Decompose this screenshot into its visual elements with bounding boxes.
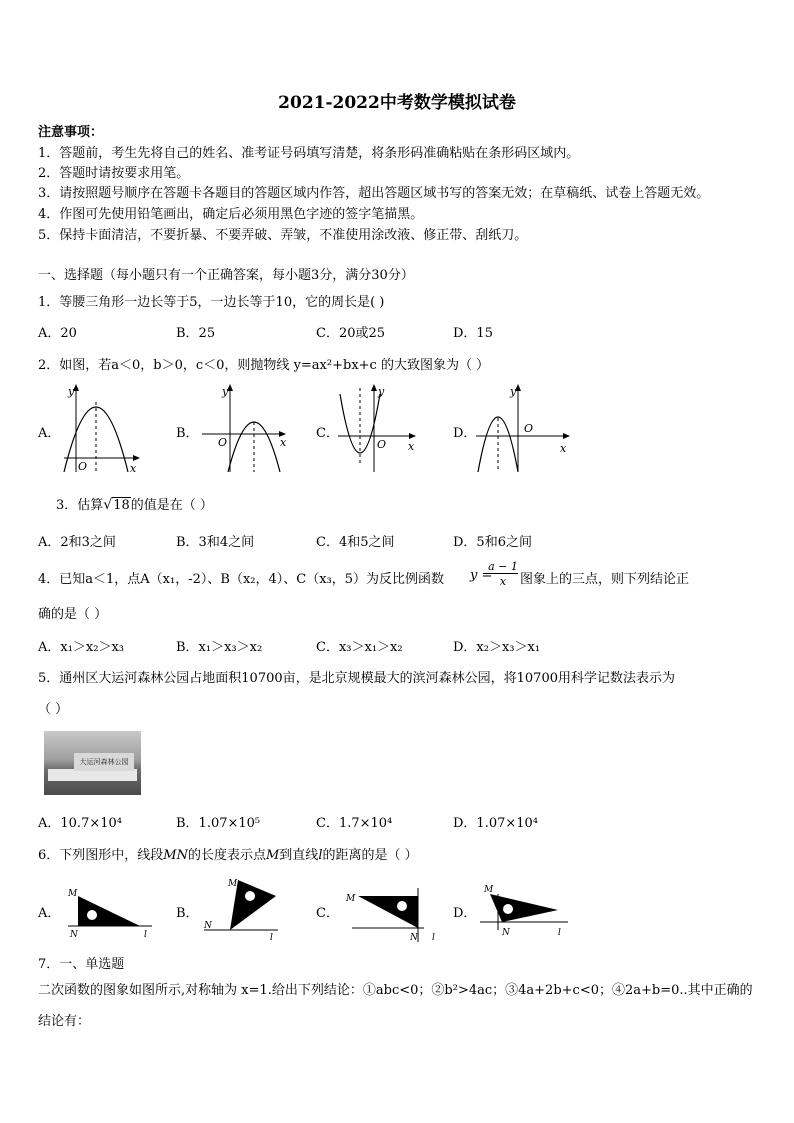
axis-y-label: y — [378, 385, 385, 398]
q3-radicand: 18 — [113, 498, 130, 513]
q6-option-a[interactable]: A． — [38, 906, 61, 921]
axis-x-label: x — [280, 436, 287, 449]
notice-item: 1．答题前，考生先将自己的姓名、准考证号码填写清楚，将条形码准确粘贴在条形码区域内。 — [38, 146, 580, 161]
q4-fraction-numerator: a − 1 — [488, 560, 518, 573]
q2-option-d[interactable]: D． — [453, 426, 477, 441]
notice-item: 5．保持卡面清洁，不要折暴、不要弄破、弄皱，不准使用涂改液、修正带、刮纸刀。 — [38, 228, 528, 243]
label-m: M — [68, 889, 78, 899]
q6-stem-pre: 6．下列图形中，线段 — [38, 848, 164, 863]
q1-option-a[interactable]: A．20 — [38, 326, 77, 341]
park-photo — [44, 731, 141, 795]
q4-option-d[interactable]: D．x₂＞x₃＞x₁ — [453, 640, 541, 655]
label-n: N — [502, 928, 510, 938]
label-m: M — [228, 879, 238, 889]
origin-label: O — [78, 460, 88, 473]
label-n: N — [410, 933, 418, 943]
q6-stem — [38, 844, 418, 863]
q2-graph-d — [474, 382, 572, 474]
label-m: M — [484, 885, 494, 895]
label-l: l — [558, 928, 561, 938]
q6-option-d[interactable]: D． — [453, 906, 477, 921]
q5-option-c[interactable]: C．1.7×10⁴ — [316, 816, 393, 831]
q3-option-d[interactable]: D．5和6之间 — [453, 535, 532, 550]
axis-y-label: y — [68, 385, 75, 398]
q1-option-d[interactable]: D．15 — [453, 326, 493, 341]
q1-option-b[interactable]: B．25 — [176, 326, 216, 341]
q4-stem-post: 图象上的三点，则下列结论正 — [520, 572, 690, 587]
q6-stem-mid2: 到直线 — [279, 848, 319, 863]
q3-option-b[interactable]: B．3和4之间 — [176, 535, 255, 550]
q6-stem-mid: 的长度表示点 — [187, 848, 266, 863]
q6-option-b[interactable]: B． — [176, 906, 199, 921]
q5-paren: （ ） — [38, 702, 69, 717]
q6-m: M — [265, 848, 280, 863]
q2-option-a[interactable]: A． — [38, 426, 61, 441]
q4-stem-2: 确的是（ ） — [38, 607, 108, 622]
q2-stem: 2．如图，若a＜0，b＞0，c＜0，则抛物线 y=ax²+bx+c 的大致图象为（ ） — [38, 358, 490, 373]
q2-option-b[interactable]: B． — [176, 426, 199, 441]
q4-fraction-denominator: x — [499, 575, 507, 588]
q4-option-b[interactable]: B．x₁＞x₃＞x₂ — [176, 640, 263, 655]
notice-heading: 注意事项： — [38, 125, 104, 140]
q5-option-b[interactable]: B．1.07×10⁵ — [176, 816, 261, 831]
axis-y-label: y — [222, 385, 229, 398]
q4-y-eq: y = — [470, 568, 493, 583]
q7-line-1: 二次函数的图象如图所示,对称轴为 x=1.给出下列结论：①abc<0；②b²>4ac；③4a+2b+c<0；④2a+b=0..其中正确的 — [38, 983, 753, 998]
q5-stem: 5．通州区大运河森林公园占地面积10700亩，是北京规模最大的滨河森林公园，将10700用科学记数法表示为 — [38, 671, 675, 686]
q5-option-d[interactable]: D．1.07×10⁴ — [453, 816, 539, 831]
axis-y-label: y — [510, 385, 517, 398]
q2-graph-b — [200, 382, 292, 474]
q6-figure-b — [200, 876, 282, 943]
q4-option-c[interactable]: C．x₃＞x₁＞x₂ — [316, 640, 403, 655]
label-l: l — [432, 933, 435, 943]
label-l: l — [144, 930, 147, 940]
q2-graph-a — [60, 382, 140, 474]
q3-stem — [56, 494, 213, 513]
q3-option-c[interactable]: C．4和5之间 — [316, 535, 395, 550]
q7-heading: 7．一、单选题 — [38, 957, 125, 972]
label-m: M — [346, 894, 356, 904]
q6-figure-c — [342, 884, 442, 942]
q6-stem-post: 的距离的是（ ） — [322, 848, 418, 863]
origin-label: O — [218, 436, 228, 449]
q6-figure-a — [64, 884, 154, 938]
notice-item: 3．请按照题号顺序在答题卡各题目的答题区域内作答，超出答题区域书写的答案无效；在草稿纸、试卷上答题无效。 — [38, 186, 710, 201]
q3-stem-post: 的值是在（ ） — [130, 498, 213, 513]
q1-option-c[interactable]: C．20或25 — [316, 326, 386, 341]
origin-label: O — [377, 438, 387, 451]
q6-figure-d — [476, 880, 572, 940]
q4-stem-pre: 4．已知a＜1，点A（x₁，-2）、B（x₂，4）、C（x₃，5）为反比例函数 — [38, 572, 445, 587]
q1-stem: 1．等腰三角形一边长等于5，一边长等于10，它的周长是( ) — [38, 295, 385, 310]
axis-x-label: x — [560, 442, 567, 455]
q3-stem-pre: 3．估算 — [56, 498, 104, 513]
q7-line-2: 结论有： — [38, 1014, 91, 1029]
axis-x-label: x — [130, 462, 137, 475]
notice-item: 2．答题时请按要求用笔。 — [38, 166, 190, 181]
origin-label: O — [524, 422, 534, 435]
q6-mn: MN — [163, 848, 188, 863]
label-n: N — [204, 921, 212, 931]
q5-option-a[interactable]: A．10.7×10⁴ — [38, 816, 122, 831]
q2-graph-c — [336, 382, 418, 474]
q2-option-c[interactable]: C． — [316, 426, 339, 441]
park-sign-text: 大运河森林公园 — [74, 753, 134, 771]
page-title: 2021-2022中考数学模拟试卷 — [278, 93, 516, 113]
q4-option-a[interactable]: A．x₁＞x₂＞x₃ — [38, 640, 125, 655]
section-heading: 一、选择题（每小题只有一个正确答案，每小题3分，满分30分） — [38, 268, 414, 283]
q6-option-c[interactable]: C． — [316, 906, 339, 921]
q6-l: l — [318, 848, 323, 863]
axis-x-label: x — [408, 440, 415, 453]
notice-item: 4．作图可先使用铅笔画出，确定后必须用黑色字迹的签字笔描黑。 — [38, 207, 424, 222]
label-l: l — [270, 933, 273, 943]
label-n: N — [70, 930, 78, 940]
sqrt-symbol: √ — [103, 497, 113, 513]
q3-option-a[interactable]: A．2和3之间 — [38, 535, 116, 550]
